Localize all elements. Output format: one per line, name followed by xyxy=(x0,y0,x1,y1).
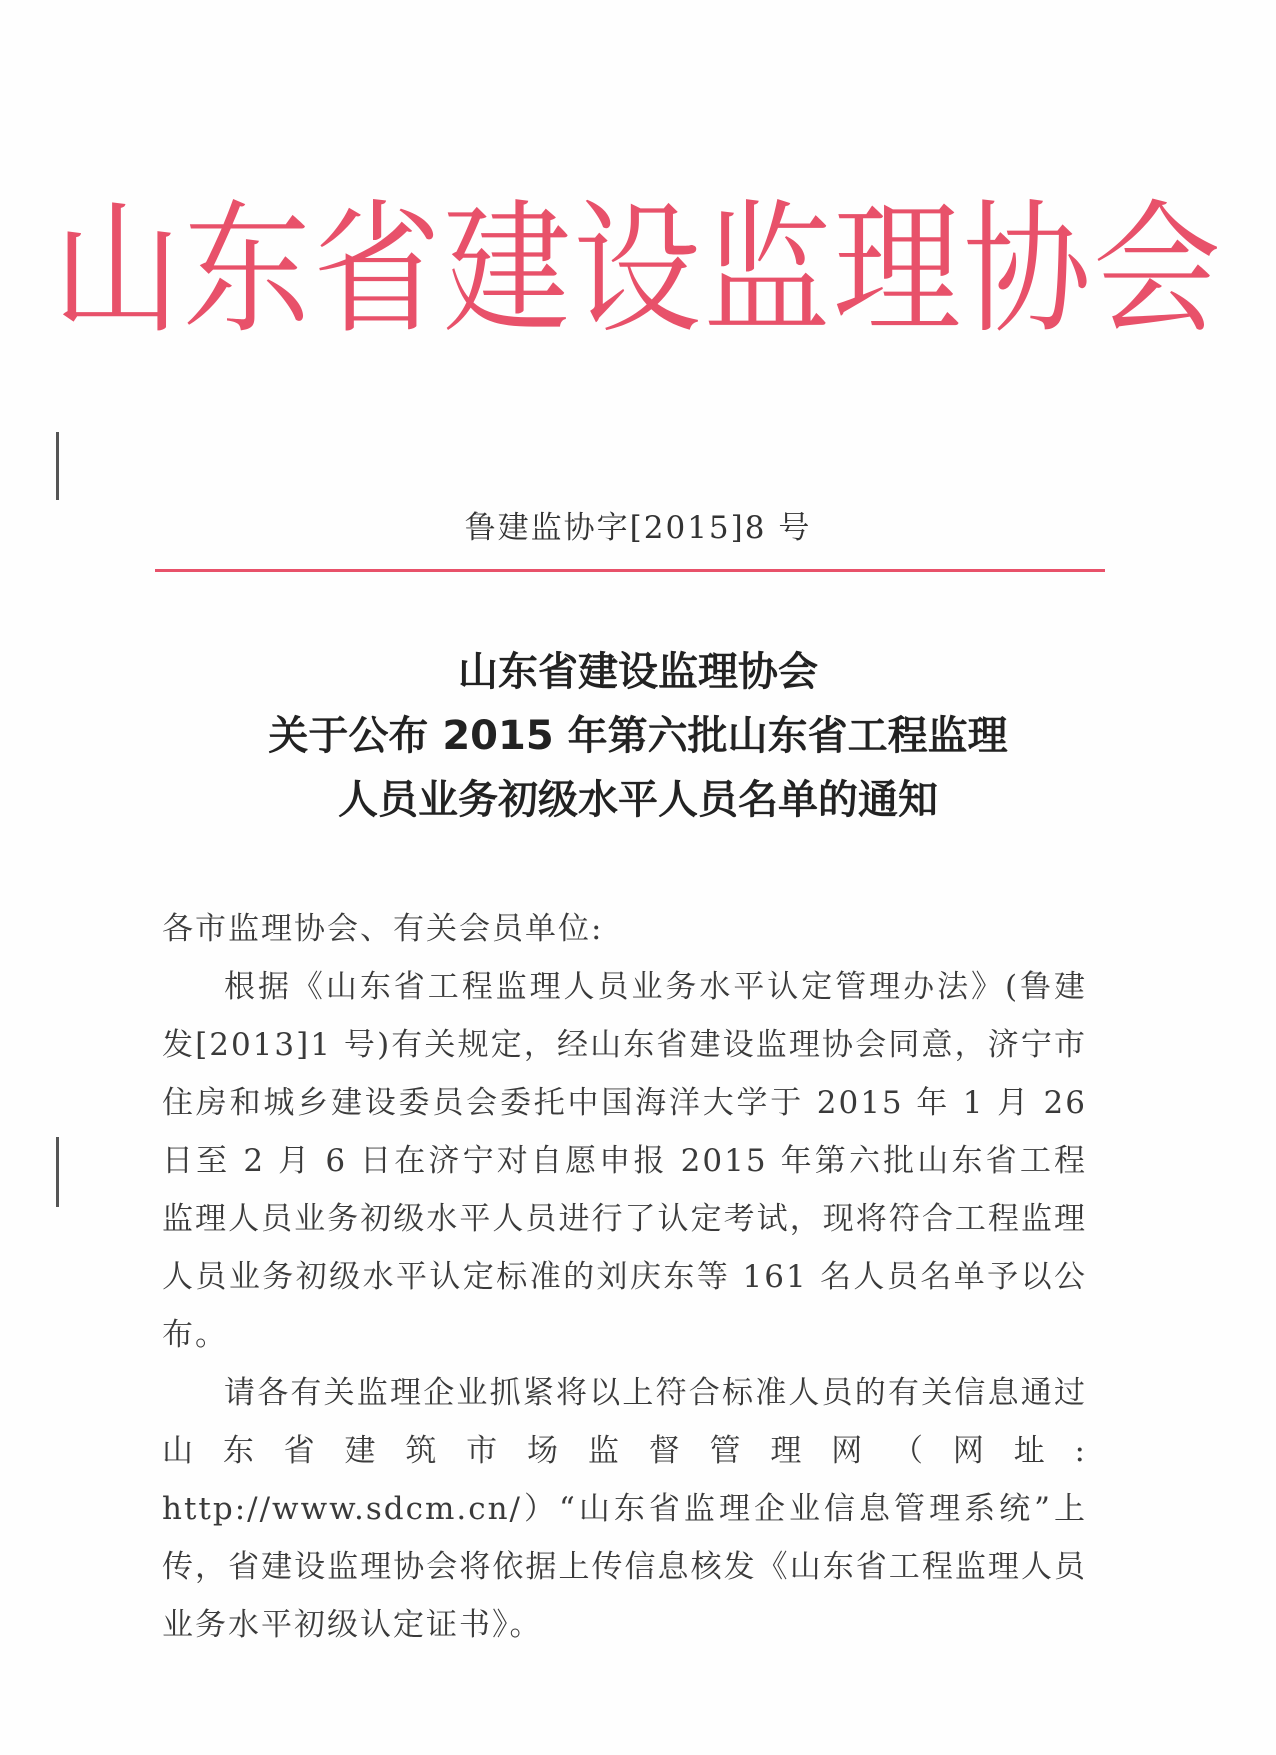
body-paragraph-1: 根据《山东省工程监理人员业务水平认定管理办法》(鲁建发[2013]1 号)有关规定，经山东省建设监理协会同意，济宁市住房和城乡建设委员会委托中国海洋大学于 2015 年 1 月 26 日至 2 月 6 日在济宁对自愿申报 2015 年第六批山东省工程监理人员业务初级水平人员进行了认定考试，现将符合工程监理人员业务初级水平认定标准的刘庆东等 161 名人员名单予以公布。 xyxy=(162,969,1087,1353)
binding-mark-bottom xyxy=(56,1137,59,1207)
body-paragraph-2: 请各有关监理企业抓紧将以上符合标准人员的有关信息通过山东省建筑市场监督管理网（网址: http://www.sdcm.cn/）“山东省监理企业信息管理系统”上传，省建设监理协会将依据上传信息核发《山东省工程监理人员业务水平初级认定证书》。 xyxy=(162,1375,1087,1643)
notice-body xyxy=(162,900,1087,1654)
notice-title xyxy=(0,640,1276,832)
document-number: 鲁建监协字[2015]8 号 xyxy=(464,510,812,546)
title-line-3: 人员业务初级水平人员名单的通知 xyxy=(338,777,938,823)
salutation: 各市监理协会、有关会员单位: xyxy=(162,911,604,947)
title-line-1: 山东省建设监理协会 xyxy=(458,649,818,695)
red-divider-line xyxy=(155,569,1105,572)
letterhead-title: 山东省建设监理协会 xyxy=(52,187,1223,354)
binding-mark-top xyxy=(56,432,59,500)
title-line-2: 关于公布 2015 年第六批山东省工程监理 xyxy=(268,713,1008,759)
